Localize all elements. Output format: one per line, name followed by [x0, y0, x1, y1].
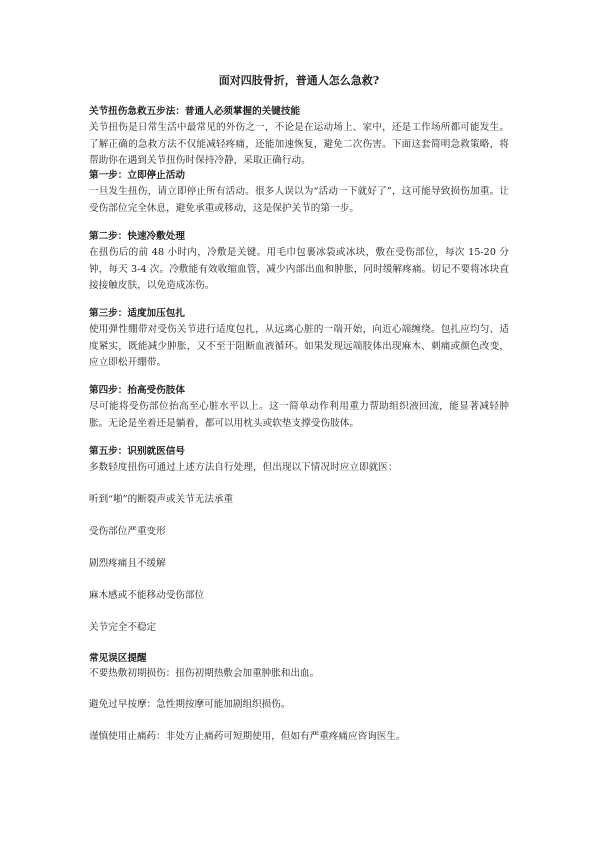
warning-sign-item: 剧烈疼痛且不缓解: [89, 558, 166, 569]
step-4-heading: 第四步：抬高受伤肢体: [89, 385, 185, 396]
warning-sign-item: 受伤部位严重变形: [89, 526, 166, 537]
step-1-paragraph: 一旦发生扭伤，请立即停止所有活动。很多人误以为“活动一下就好了”，这可能导致损伤加重。让受伤部位完全休息，避免承重或移动，这是保护关节的第一步。: [89, 186, 509, 214]
step-2-heading: 第二步：快速冷敷处理: [89, 231, 185, 242]
intro-paragraph: 关节扭伤是日常生活中最常见的外伤之一，不论是在运动场上、家中，还是工作场所都可能发生。了解正确的急救方法不仅能减轻疼痛，还能加速恢复，避免二次伤害。下面这套简明急救策略，将帮助你在遇到关节扭伤时保持冷静，采取正确行动。: [89, 122, 509, 167]
warning-sign-item: 听到“啪”的断裂声或关节无法承重: [89, 494, 234, 505]
step-5-heading: 第五步：识别就医信号: [89, 446, 185, 457]
misconceptions-heading: 常见误区提醒: [89, 653, 147, 664]
warning-sign-item: 麻木感或不能移动受伤部位: [89, 590, 205, 601]
misconception-item: 谨慎使用止痛药：非处方止痛药可短期使用，但如有严重疼痛应咨询医生。: [89, 731, 406, 742]
step-2-paragraph: 在扭伤后的前 48 小时内，冷敷是关键。用毛巾包裹冰袋或冰块，敷在受伤部位，每次 15-20 分钟，每天 3-4 次。冷敷能有效收缩血管，减少内部出血和肿胀，同时缓解疼痛。切记不要将冰块直接接触皮肤，以免造成冻伤。: [89, 247, 509, 292]
step-3-paragraph: 使用弹性绷带对受伤关节进行适度包扎，从远离心脏的一端开始，向近心端缠绕。包扎应均匀、适度紧实，既能减少肿胀，又不至于阻断血液循环。如果发现远端肢体出现麻木、刺痛或颜色改变，应立即松开绷带。: [89, 324, 509, 369]
warning-sign-item: 关节完全不稳定: [89, 622, 157, 633]
misconception-item: 不要热敷初期损伤：扭伤初期热敷会加重肿胀和出血。: [89, 668, 320, 679]
step-3-heading: 第三步：适度加压包扎: [89, 308, 185, 319]
misconception-item: 避免过早按摩：急性期按摩可能加剧组织损伤。: [89, 699, 291, 710]
step-1-heading: 第一步：立即停止活动: [89, 170, 185, 181]
step-4-paragraph: 尽可能将受伤部位抬高至心脏水平以上。这一简单动作利用重力帮助组织液回流，能显著减轻肿胀。无论是坐着还是躺着，都可以用枕头或软垫支撑受伤肢体。: [89, 401, 509, 429]
document-title: 面对四肢骨折，普通人怎么急救?: [218, 74, 380, 87]
intro-heading: 关节扭伤急救五步法：普通人必须掌握的关键技能: [89, 106, 301, 117]
step-5-paragraph: 多数轻度扭伤可通过上述方法自行处理，但出现以下情况时应立即就医：: [89, 462, 398, 473]
